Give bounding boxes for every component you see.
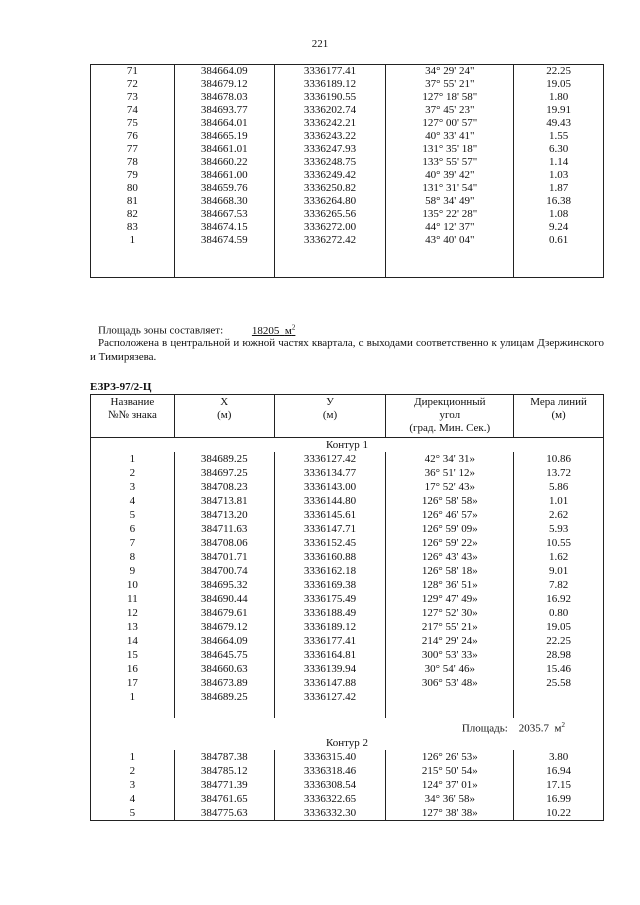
direction-angle: 34° 36' 58» bbox=[386, 792, 514, 806]
point-number: 77 bbox=[91, 143, 175, 156]
zone-code-heading: ЕЗРЗ-97/2-Ц bbox=[90, 381, 152, 393]
x-coordinate: 384665.19 bbox=[174, 130, 274, 143]
x-coordinate: 384695.32 bbox=[174, 578, 274, 592]
x-coordinate: 384664.09 bbox=[174, 65, 274, 79]
table-row bbox=[91, 466, 604, 480]
header-angle: Дирекционный угол (град. Мин. Сек.) bbox=[386, 395, 514, 438]
point-number: 14 bbox=[91, 634, 175, 648]
y-coordinate: 3336308.54 bbox=[274, 778, 386, 792]
table-row bbox=[91, 750, 604, 764]
line-length: 10.86 bbox=[514, 452, 604, 466]
y-coordinate: 3336264.80 bbox=[274, 195, 386, 208]
direction-angle: 306° 53' 48» bbox=[386, 676, 514, 690]
point-number: 82 bbox=[91, 208, 175, 221]
table-row bbox=[91, 764, 604, 778]
point-number: 9 bbox=[91, 564, 175, 578]
x-coordinate: 384775.63 bbox=[174, 806, 274, 821]
table-row bbox=[91, 662, 604, 676]
table-row bbox=[91, 221, 604, 234]
direction-angle: 133° 55' 57" bbox=[386, 156, 514, 169]
line-length: 5.86 bbox=[514, 480, 604, 494]
point-number: 2 bbox=[91, 466, 175, 480]
header-length: Мера линий (м) bbox=[514, 395, 604, 438]
line-length: 19.05 bbox=[514, 620, 604, 634]
table-row bbox=[91, 564, 604, 578]
x-coordinate: 384679.61 bbox=[174, 606, 274, 620]
y-coordinate: 3336177.41 bbox=[274, 65, 386, 79]
point-number: 2 bbox=[91, 764, 175, 778]
line-length: 6.30 bbox=[514, 143, 604, 156]
line-length: 19.91 bbox=[514, 104, 604, 117]
table-row bbox=[91, 195, 604, 208]
line-length: 7.82 bbox=[514, 578, 604, 592]
line-length: 1.03 bbox=[514, 169, 604, 182]
zone-area-line bbox=[98, 320, 612, 338]
direction-angle: 40° 39' 42" bbox=[386, 169, 514, 182]
point-number: 15 bbox=[91, 648, 175, 662]
contour-1-area bbox=[91, 718, 604, 736]
empty-cell bbox=[91, 247, 175, 278]
table-row bbox=[91, 606, 604, 620]
direction-angle: 44° 12' 37" bbox=[386, 221, 514, 234]
table-header-row bbox=[91, 395, 604, 438]
empty-cell bbox=[174, 704, 274, 718]
x-coordinate: 384701.71 bbox=[174, 550, 274, 564]
point-number: 74 bbox=[91, 104, 175, 117]
table-row bbox=[91, 792, 604, 806]
y-coordinate: 3336144.80 bbox=[274, 494, 386, 508]
area-value: 2035.7 bbox=[518, 722, 550, 735]
direction-angle: 37° 55' 21" bbox=[386, 78, 514, 91]
contour-1-area-row bbox=[91, 718, 604, 736]
x-coordinate: 384713.81 bbox=[174, 494, 274, 508]
coordinates-table-continued bbox=[90, 64, 604, 278]
contour-title: Контур 1 bbox=[91, 438, 604, 453]
x-coordinate: 384664.09 bbox=[174, 634, 274, 648]
table-row bbox=[91, 65, 604, 79]
table-row bbox=[91, 130, 604, 143]
line-length: 1.01 bbox=[514, 494, 604, 508]
point-number: 75 bbox=[91, 117, 175, 130]
x-coordinate: 384761.65 bbox=[174, 792, 274, 806]
y-coordinate: 3336272.00 bbox=[274, 221, 386, 234]
point-number: 76 bbox=[91, 130, 175, 143]
point-number: 79 bbox=[91, 169, 175, 182]
line-length: 5.93 bbox=[514, 522, 604, 536]
x-coordinate: 384673.89 bbox=[174, 676, 274, 690]
y-coordinate: 3336272.42 bbox=[274, 234, 386, 247]
direction-angle bbox=[386, 690, 514, 704]
direction-angle: 131° 35' 18" bbox=[386, 143, 514, 156]
x-coordinate: 384693.77 bbox=[174, 104, 274, 117]
zone-table-body bbox=[91, 438, 604, 821]
y-coordinate: 3336147.71 bbox=[274, 522, 386, 536]
table-row bbox=[91, 182, 604, 195]
empty-cell bbox=[386, 704, 514, 718]
y-coordinate: 3336249.42 bbox=[274, 169, 386, 182]
point-number: 4 bbox=[91, 792, 175, 806]
direction-angle: 127° 18' 58" bbox=[386, 91, 514, 104]
direction-angle: 30° 54' 46» bbox=[386, 662, 514, 676]
line-length bbox=[514, 690, 604, 704]
direction-angle: 126° 58' 18» bbox=[386, 564, 514, 578]
y-coordinate: 3336318.46 bbox=[274, 764, 386, 778]
y-coordinate: 3336190.55 bbox=[274, 91, 386, 104]
blank-row bbox=[91, 704, 604, 718]
direction-angle: 131° 31' 54" bbox=[386, 182, 514, 195]
direction-angle: 126° 26' 53» bbox=[386, 750, 514, 764]
zone-area-label: Площадь зоны составляет: bbox=[98, 324, 224, 337]
x-coordinate: 384667.53 bbox=[174, 208, 274, 221]
table-row bbox=[91, 117, 604, 130]
direction-angle: 127° 00' 57" bbox=[386, 117, 514, 130]
y-coordinate: 3336164.81 bbox=[274, 648, 386, 662]
x-coordinate: 384785.12 bbox=[174, 764, 274, 778]
direction-angle: 43° 40' 04" bbox=[386, 234, 514, 247]
point-number: 4 bbox=[91, 494, 175, 508]
y-coordinate: 3336315.40 bbox=[274, 750, 386, 764]
direction-angle: 17° 52' 43» bbox=[386, 480, 514, 494]
direction-angle: 127° 38' 38» bbox=[386, 806, 514, 821]
x-coordinate: 384661.01 bbox=[174, 143, 274, 156]
direction-angle: 126° 46' 57» bbox=[386, 508, 514, 522]
y-coordinate: 3336247.93 bbox=[274, 143, 386, 156]
x-coordinate: 384674.15 bbox=[174, 221, 274, 234]
x-coordinate: 384690.44 bbox=[174, 592, 274, 606]
line-length: 16.38 bbox=[514, 195, 604, 208]
table-row bbox=[91, 806, 604, 821]
line-length: 1.87 bbox=[514, 182, 604, 195]
direction-angle: 214° 29' 24» bbox=[386, 634, 514, 648]
header-name: Название №№ знака bbox=[91, 395, 175, 438]
y-coordinate: 3336250.82 bbox=[274, 182, 386, 195]
empty-cell bbox=[274, 247, 386, 278]
y-coordinate: 3336127.42 bbox=[274, 452, 386, 466]
direction-angle: 42° 34' 31» bbox=[386, 452, 514, 466]
y-coordinate: 3336175.49 bbox=[274, 592, 386, 606]
point-number: 1 bbox=[91, 690, 175, 704]
table-row bbox=[91, 156, 604, 169]
empty-cell bbox=[514, 247, 604, 278]
table-row bbox=[91, 169, 604, 182]
y-coordinate: 3336189.12 bbox=[274, 620, 386, 634]
table-row bbox=[91, 550, 604, 564]
table-row bbox=[91, 522, 604, 536]
empty-cell bbox=[174, 247, 274, 278]
y-coordinate: 3336147.88 bbox=[274, 676, 386, 690]
table-row bbox=[91, 208, 604, 221]
y-coordinate: 3336134.77 bbox=[274, 466, 386, 480]
y-coordinate: 3336177.41 bbox=[274, 634, 386, 648]
point-number: 10 bbox=[91, 578, 175, 592]
line-length: 1.80 bbox=[514, 91, 604, 104]
line-length: 10.22 bbox=[514, 806, 604, 821]
empty-cell bbox=[91, 704, 175, 718]
line-length: 17.15 bbox=[514, 778, 604, 792]
x-coordinate: 384659.76 bbox=[174, 182, 274, 195]
point-number: 1 bbox=[91, 234, 175, 247]
y-coordinate: 3336162.18 bbox=[274, 564, 386, 578]
direction-angle: 126° 59' 22» bbox=[386, 536, 514, 550]
header-x: X (м) bbox=[174, 395, 274, 438]
point-number: 16 bbox=[91, 662, 175, 676]
area-exp: 2 bbox=[561, 721, 565, 730]
direction-angle: 128° 36' 51» bbox=[386, 578, 514, 592]
line-length: 2.62 bbox=[514, 508, 604, 522]
point-number: 12 bbox=[91, 606, 175, 620]
table-row bbox=[91, 91, 604, 104]
point-number: 7 bbox=[91, 536, 175, 550]
x-coordinate: 384711.63 bbox=[174, 522, 274, 536]
direction-angle: 215° 50' 54» bbox=[386, 764, 514, 778]
x-coordinate: 384689.25 bbox=[174, 452, 274, 466]
y-coordinate: 3336248.75 bbox=[274, 156, 386, 169]
empty-cell bbox=[514, 704, 604, 718]
y-coordinate: 3336143.00 bbox=[274, 480, 386, 494]
line-length: 9.01 bbox=[514, 564, 604, 578]
point-number: 73 bbox=[91, 91, 175, 104]
table-row bbox=[91, 578, 604, 592]
contour-1-title-row bbox=[91, 438, 604, 453]
x-coordinate: 384679.12 bbox=[174, 78, 274, 91]
x-coordinate: 384697.25 bbox=[174, 466, 274, 480]
line-length: 49.43 bbox=[514, 117, 604, 130]
y-coordinate: 3336322.65 bbox=[274, 792, 386, 806]
x-coordinate: 384713.20 bbox=[174, 508, 274, 522]
direction-angle: 36° 51' 12» bbox=[386, 466, 514, 480]
y-coordinate: 3336242.21 bbox=[274, 117, 386, 130]
direction-angle: 127° 52' 30» bbox=[386, 606, 514, 620]
contour-2-title-row bbox=[91, 736, 604, 750]
point-number: 5 bbox=[91, 508, 175, 522]
y-coordinate: 3336265.56 bbox=[274, 208, 386, 221]
x-coordinate: 384689.25 bbox=[174, 690, 274, 704]
point-number: 17 bbox=[91, 676, 175, 690]
coordinates-table-body bbox=[91, 65, 604, 278]
table-row bbox=[91, 78, 604, 91]
table-row bbox=[91, 676, 604, 690]
point-number: 83 bbox=[91, 221, 175, 234]
table-row bbox=[91, 494, 604, 508]
table-row bbox=[91, 648, 604, 662]
line-length: 10.55 bbox=[514, 536, 604, 550]
y-coordinate: 3336189.12 bbox=[274, 78, 386, 91]
line-length: 1.55 bbox=[514, 130, 604, 143]
line-length: 25.58 bbox=[514, 676, 604, 690]
area-label: Площадь: bbox=[461, 722, 508, 735]
point-number: 80 bbox=[91, 182, 175, 195]
x-coordinate: 384660.22 bbox=[174, 156, 274, 169]
table-row bbox=[91, 778, 604, 792]
line-length: 28.98 bbox=[514, 648, 604, 662]
x-coordinate: 384661.00 bbox=[174, 169, 274, 182]
x-coordinate: 384787.38 bbox=[174, 750, 274, 764]
point-number: 11 bbox=[91, 592, 175, 606]
empty-cell bbox=[274, 704, 386, 718]
y-coordinate: 3336145.61 bbox=[274, 508, 386, 522]
table-row bbox=[91, 104, 604, 117]
table-row bbox=[91, 620, 604, 634]
y-coordinate: 3336202.74 bbox=[274, 104, 386, 117]
line-length: 9.24 bbox=[514, 221, 604, 234]
direction-angle: 126° 59' 09» bbox=[386, 522, 514, 536]
y-coordinate: 3336160.88 bbox=[274, 550, 386, 564]
line-length: 22.25 bbox=[514, 65, 604, 79]
y-coordinate: 3336152.45 bbox=[274, 536, 386, 550]
x-coordinate: 384708.06 bbox=[174, 536, 274, 550]
y-coordinate: 3336243.22 bbox=[274, 130, 386, 143]
point-number: 13 bbox=[91, 620, 175, 634]
direction-angle: 217° 55' 21» bbox=[386, 620, 514, 634]
zone-area-value: 18205 $м^2$ bbox=[251, 323, 296, 337]
line-length: 1.62 bbox=[514, 550, 604, 564]
table-spacer-row bbox=[91, 247, 604, 278]
x-coordinate: 384668.30 bbox=[174, 195, 274, 208]
point-number: 1 bbox=[91, 452, 175, 466]
point-number: 78 bbox=[91, 156, 175, 169]
direction-angle: 126° 43' 43» bbox=[386, 550, 514, 564]
line-length: 13.72 bbox=[514, 466, 604, 480]
point-number: 8 bbox=[91, 550, 175, 564]
empty-cell bbox=[386, 247, 514, 278]
point-number: 1 bbox=[91, 750, 175, 764]
point-number: 5 bbox=[91, 806, 175, 821]
direction-angle: 124° 37' 01» bbox=[386, 778, 514, 792]
point-number: 6 bbox=[91, 522, 175, 536]
line-length: 1.08 bbox=[514, 208, 604, 221]
direction-angle: 300° 53' 33» bbox=[386, 648, 514, 662]
y-coordinate: 3336169.38 bbox=[274, 578, 386, 592]
y-coordinate: 3336188.49 bbox=[274, 606, 386, 620]
direction-angle: 135° 22' 28" bbox=[386, 208, 514, 221]
table-row bbox=[91, 508, 604, 522]
y-coordinate: 3336127.42 bbox=[274, 690, 386, 704]
x-coordinate: 384700.74 bbox=[174, 564, 274, 578]
contour-title: Контур 2 bbox=[91, 736, 604, 750]
point-number: 71 bbox=[91, 65, 175, 79]
line-length: 0.80 bbox=[514, 606, 604, 620]
table-row bbox=[91, 234, 604, 247]
point-number: 3 bbox=[91, 480, 175, 494]
page-number: 221 bbox=[311, 38, 329, 50]
point-number: 81 bbox=[91, 195, 175, 208]
point-number: 3 bbox=[91, 778, 175, 792]
x-coordinate: 384678.03 bbox=[174, 91, 274, 104]
x-coordinate: 384679.12 bbox=[174, 620, 274, 634]
x-coordinate: 384664.01 bbox=[174, 117, 274, 130]
x-coordinate: 384771.39 bbox=[174, 778, 274, 792]
direction-angle: 40° 33' 41" bbox=[386, 130, 514, 143]
area-unit: м bbox=[554, 722, 562, 735]
x-coordinate: 384660.63 bbox=[174, 662, 274, 676]
header-y: У (м) bbox=[274, 395, 386, 438]
table-row bbox=[91, 536, 604, 550]
line-length: 16.94 bbox=[514, 764, 604, 778]
line-length: 16.99 bbox=[514, 792, 604, 806]
x-coordinate: 384645.75 bbox=[174, 648, 274, 662]
direction-angle: 34° 29' 24" bbox=[386, 65, 514, 79]
table-row bbox=[91, 592, 604, 606]
direction-angle: 129° 47' 49» bbox=[386, 592, 514, 606]
point-number: 72 bbox=[91, 78, 175, 91]
table-row bbox=[91, 143, 604, 156]
line-length: 3.80 bbox=[514, 750, 604, 764]
line-length: 15.46 bbox=[514, 662, 604, 676]
table-row bbox=[91, 452, 604, 466]
y-coordinate: 3336139.94 bbox=[274, 662, 386, 676]
zone-coordinates-table bbox=[90, 394, 604, 821]
y-coordinate: 3336332.30 bbox=[274, 806, 386, 821]
table-row bbox=[91, 480, 604, 494]
line-length: 1.14 bbox=[514, 156, 604, 169]
zone-description: Расположена в центральной и южной частях квартала, с выходами соответственно к улицам Дзержинского и Тимирязева. bbox=[90, 337, 604, 363]
line-length: 22.25 bbox=[514, 634, 604, 648]
x-coordinate: 384708.23 bbox=[174, 480, 274, 494]
table-row bbox=[91, 690, 604, 704]
direction-angle: 126° 58' 58» bbox=[386, 494, 514, 508]
line-length: 19.05 bbox=[514, 78, 604, 91]
x-coordinate: 384674.59 bbox=[174, 234, 274, 247]
line-length: 0.61 bbox=[514, 234, 604, 247]
line-length: 16.92 bbox=[514, 592, 604, 606]
table-row bbox=[91, 634, 604, 648]
direction-angle: 58° 34' 49" bbox=[386, 195, 514, 208]
direction-angle: 37° 45' 23" bbox=[386, 104, 514, 117]
